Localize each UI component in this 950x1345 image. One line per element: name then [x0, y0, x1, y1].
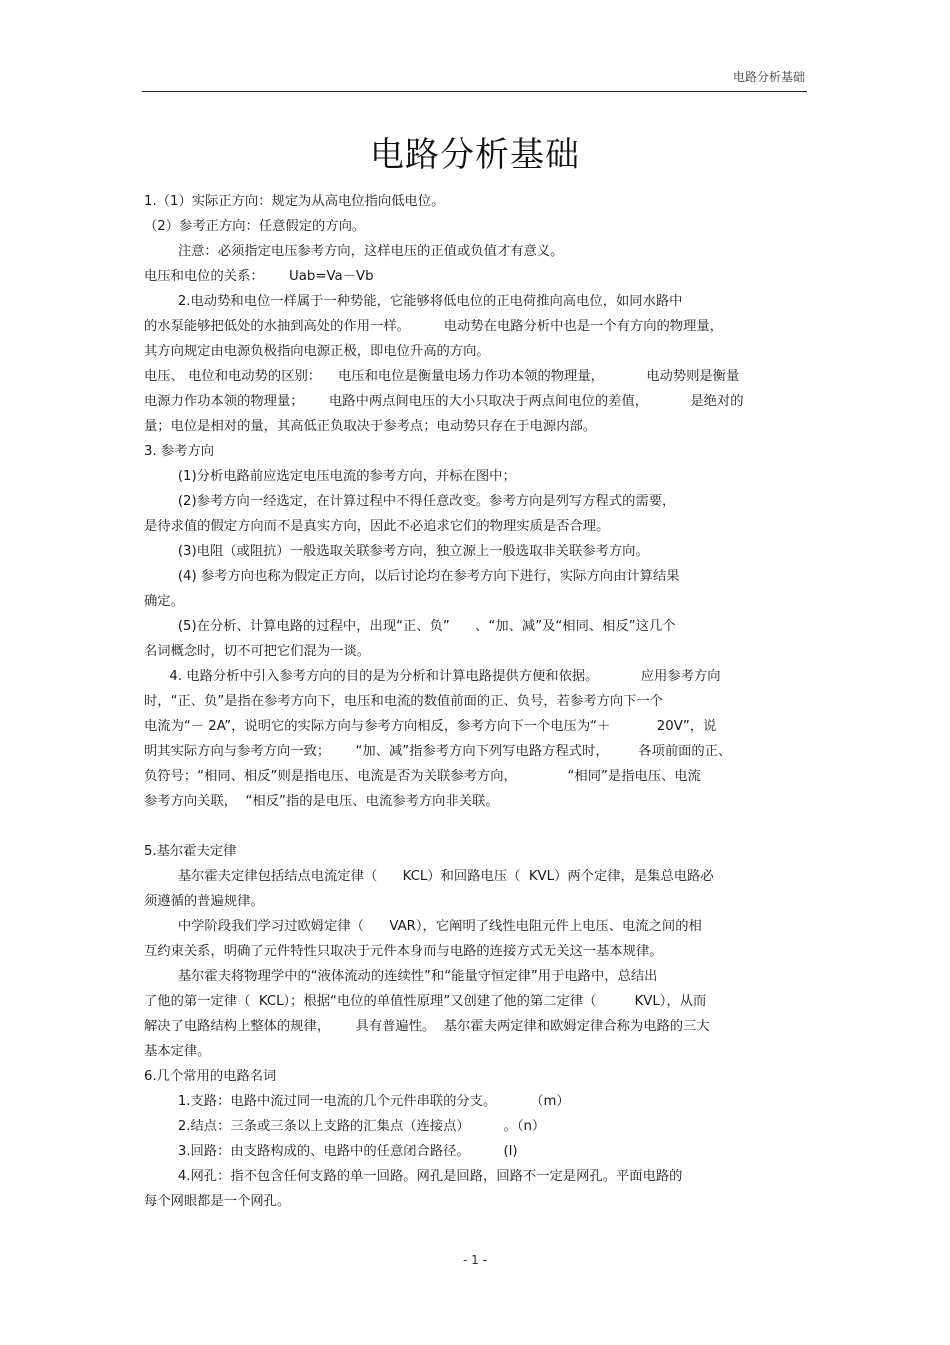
text-line: 2.电动势和电位一样属于一种势能，它能够将低电位的正电荷推向高电位，如同水路中	[144, 294, 683, 309]
text-line: (1)分析电路前应选定电压电流的参考方向，并标在图中；	[144, 469, 516, 484]
text-line: 基本定律。	[144, 1044, 211, 1059]
text-line: 注意：必须指定电压参考方向，这样电压的正值或负值才有意义。	[144, 244, 564, 259]
text-line: 解决了电路结构上整体的规律， 具有普遍性。 基尔霍夫两定律和欧姆定律合称为电路的三大	[144, 1019, 710, 1034]
text-line: 是待求值的假定方向而不是真实方向，因此不必追求它们的物理实质是否合理。	[144, 519, 610, 534]
text-line: 名词概念时，切不可把它们混为一谈。	[144, 644, 371, 659]
text-line: 互约束关系，明确了元件特性只取决于元件本身而与电路的连接方式无关这一基本规律。	[144, 944, 663, 959]
text-line: 须遵循的普遍规律。	[144, 894, 264, 909]
text-line: (2)参考方向一经选定，在计算过程中不得任意改变。参考方向是列写方程式的需要，	[144, 494, 676, 509]
text-line: 4.网孔：指不包含任何支路的单一回路。网孔是回路，回路不一定是网孔。平面电路的	[144, 1169, 683, 1184]
header-divider	[142, 91, 807, 92]
text-line: 电压、 电位和电动势的区别： 电压和电位是衡量电场力作功本领的物理量， 电动势则是衡量	[144, 369, 740, 384]
text-line: 3.回路：由支路构成的、电路中的任意闭合路径。 (l)	[144, 1144, 518, 1159]
text-line: 中学阶段我们学习过欧姆定律（ VAR），它阐明了线性电阻元件上电压、电流之间的相	[144, 919, 702, 934]
text-line: 3. 参考方向	[144, 444, 215, 459]
text-line: 基尔霍夫定律包括结点电流定律（ KCL）和回路电压（ KVL）两个定律，是集总电路必	[144, 869, 714, 884]
text-line: 电源力作功本领的物理量； 电路中两点间电压的大小只取决于两点间电位的差值， 是绝对的	[144, 394, 744, 409]
text-line: 5.基尔霍夫定律	[144, 844, 237, 859]
text-line: 负符号；“相同、相反”则是指电压、电流是否为关联参考方向， “相同”是指电压、电流	[144, 769, 701, 784]
text-line: 确定。	[144, 594, 184, 609]
text-line: 量；电位是相对的量，其高低正负取决于参考点；电动势只存在于电源内部。	[144, 419, 597, 434]
text-line: 1.（1）实际正方向：规定为从高电位指向低电位。	[144, 194, 445, 209]
page-number: - 1 -	[463, 1253, 487, 1267]
text-line: 参考方向关联， “相反”指的是电压、电流参考方向非关联。	[144, 794, 499, 809]
text-line: 其方向规定由电源负极指向电源正极，即电位升高的方向。	[144, 344, 490, 359]
text-line: 基尔霍夫将物理学中的“液体流动的连续性”和“能量守恒定律”用于电路中，总结出	[144, 969, 658, 984]
text-line: 每个网眼都是一个网孔。	[144, 1194, 291, 1209]
text-line: 1.支路：电路中流过同一电流的几个元件串联的分支。 （m）	[144, 1094, 570, 1109]
text-line: 电流为“－ 2A”，说明它的实际方向与参考方向相反，参考方向下一个电压为“＋ 20V”，说	[144, 719, 717, 734]
text-line: 6.几个常用的电路名词	[144, 1069, 277, 1084]
text-line: 了他的第一定律（ KCL）；根据“电位的单值性原理”又创建了他的第二定律（ KVL），从而	[144, 994, 707, 1009]
text-line: (3)电阻（或阻抗）一般选取关联参考方向，独立源上一般选取非关联参考方向。	[144, 544, 649, 559]
running-header: 电路分析基础	[732, 70, 805, 84]
text-line: （2）参考正方向：任意假定的方向。	[144, 219, 366, 234]
text-line: 电压和电位的关系： Uab=Va－Vb	[144, 269, 374, 284]
text-line: (4) 参考方向也称为假定正方向，以后讨论均在参考方向下进行，实际方向由计算结果	[144, 569, 680, 584]
text-line: 时，“正、负”是指在参考方向下，电压和电流的数值前面的正、负号，若参考方向下一个	[144, 694, 664, 709]
text-line: 的水泵能够把低处的水抽到高处的作用一样。 电动势在电路分析中也是一个有方向的物理量，	[144, 319, 723, 334]
text-line: 4. 电路分析中引入参考方向的目的是为分析和计算电路提供方便和依据。 应用参考方向	[144, 669, 721, 684]
page-title: 电路分析基础	[370, 135, 580, 175]
text-line: 2.结点：三条或三条以上支路的汇集点（连接点） 。（n）	[144, 1119, 546, 1134]
text-line: 明其实际方向与参考方向一致； “加、减”指参考方向下列写电路方程式时， 各项前面的正、	[144, 744, 732, 759]
text-line: (5)在分析、计算电路的过程中，出现“正、负” 、“加、减”及“相同、相反”这几个	[144, 619, 676, 634]
